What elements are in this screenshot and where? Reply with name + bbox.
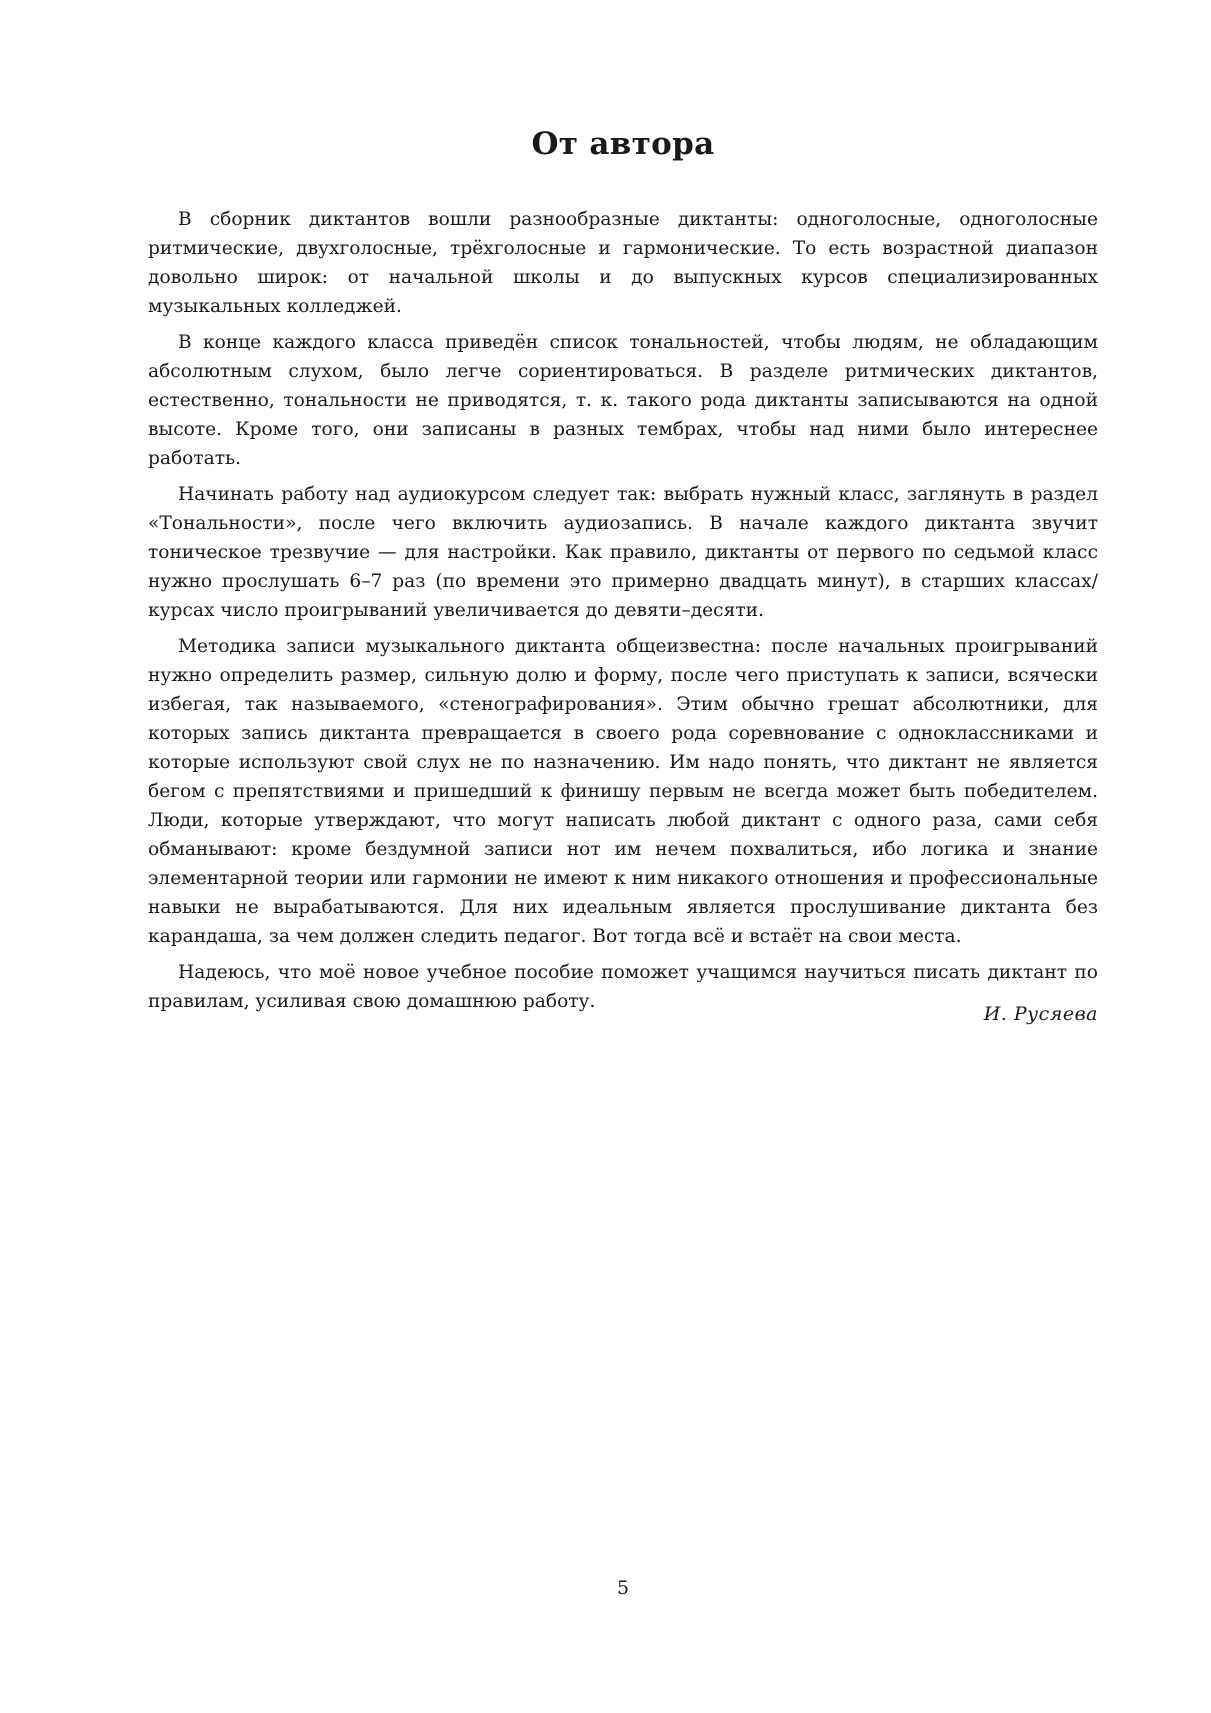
page-title: От автора <box>531 126 715 162</box>
paragraph: Методика записи музыкального диктанта общеизвестна: после начальных проигрываний нужно определить размер, сильную долю и форму, после чего приступать к записи, всячески избегая, так называемого, «стенографирования». Этим обычно грешат абсолютники, для которых запись диктанта превращается в своего рода соревнование с одноклассниками и которые используют свой слух не по назначению. Им надо понять, что диктант не является бегом с препятствиями и пришедший к финишу первым не всегда может быть победителем. Люди, которые утверждают, что могут написать любой диктант с одного раза, сами себя обманывают: кроме бездумной записи нот им нечем похвалиться, ибо логика и знание элементарной теории или гармонии не имеют к ним никакого отношения и профессиональные навыки не вырабатываются. Для них идеальным является прослушивание диктанта без карандаша, за чем должен следить педагог. Вот тогда всё и встаёт на свои места. <box>148 636 1098 947</box>
paragraph: В конце каждого класса приведён список тональностей, чтобы людям, не обладающим абсолютным слухом, было легче сориентироваться. В разделе ритмических диктантов, естественно, тональности не приводятся, т. к. такого рода диктанты записываются на одной высоте. Кроме того, они записаны в разных тембрах, чтобы над ними было интереснее работать. <box>148 332 1098 469</box>
body-text <box>148 205 1098 1023</box>
paragraph: В сборник диктантов вошли разнообразные диктанты: одноголосные, одноголосные ритмические, двухголосные, трёхголосные и гармонические. То есть возрастной диапазон довольно широк: от начальной школы и до выпускных курсов специализированных музыкальных колледжей. <box>148 209 1098 317</box>
author-signature: И. Русяева <box>983 1003 1098 1025</box>
paragraph: Начинать работу над аудиокурсом следует так: выбрать нужный класс, заглянуть в раздел «Тональности», после чего включить аудиозапись. В начале каждого диктанта звучит тоническое трезвучие — для настройки. Как правило, диктанты от первого по седьмой класс нужно прослушать 6–7 раз (по времени это примерно двадцать минут), в старших классах/курсах число проигрываний увеличивается до девяти–десяти. <box>148 484 1098 621</box>
page-number: 5 <box>616 1577 630 1599</box>
document-page <box>148 0 1098 1713</box>
paragraph: Надеюсь, что моё новое учебное пособие поможет учащимся научиться писать диктант по правилам, усиливая свою домашнюю работу. <box>148 962 1098 1012</box>
